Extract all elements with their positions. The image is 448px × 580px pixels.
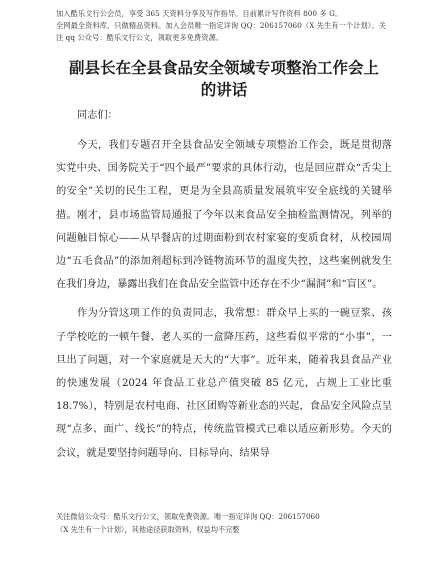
document-title [56, 58, 392, 100]
footer-note [56, 510, 392, 536]
header-note [56, 8, 392, 44]
header-note-line-1: 加入酷乐文行公会员，享受 365 天资料分享及写作指导。目前累计写作资料 800 多 G。 [56, 9, 343, 18]
title-line-2: 的讲话 [200, 81, 248, 99]
body-paragraph-1: 今天，我们专题召开全县食品安全领域专项整治工作会，既是贯彻落实党中央、国务院关于“四个最严”要求的具体行动，也是回应群众“舌尖上的安全”关切的民生工程，更是为全县高质量发展筑牢安全底线的关键举措。刚才，县市场监管局通报了今年以来食品安全抽检监测情况，列举的问题触目惊心——从早餐店的过期面粉到农村家宴的变质食材，从校园周边“五毛食品”的添加剂超标到冷链物流环节的温度失控，这些案例就发生在我们身边，暴露出我们在食品安全监管中还存在不少“漏洞”和“盲区”。 [56, 140, 392, 291]
salutation: 同志们： [77, 110, 118, 121]
footer-note-line-2: （X 先生有一个计划），其他途径获取资料，权益均不完整 [56, 525, 240, 534]
header-note-line-2: 全网最全资料库，只做精品资料。加入会员唯一指定详询 QQ：206157060（X 先生有一个计划）。关注 qq 公众号：酷乐文行公文，领取更多免费资源。 [56, 21, 387, 42]
title-line-1: 副县长在全县食品安全领域专项整治工作会上 [68, 59, 379, 77]
body-paragraph-2: 作为分管这项工作的负责同志，我常想：群众早上买的一碗豆浆、孩子学校吃的一顿午餐、老人买的一盒降压药，这些看似平常的“小事”，一旦出了问题，对一个家庭就是天大的“大事”。近年来，随着我县食品产业的快速发展（2024 年食品工业总产值突破 85 亿元，占规上工业比重 18.7%），特别是农村电商、社区团购等新业态的兴起，食品安全风险点呈现“点多、面广、线长”的特点，传统监管模式已难以适应新形势。今天的会议，就是要坚持问题导向、目标导向、结果导 [56, 308, 392, 459]
footer-note-line-1: 关注微信公众号：酷乐文行公文，领取免费资源。唯一指定详询 QQ：206157060 [56, 512, 320, 521]
